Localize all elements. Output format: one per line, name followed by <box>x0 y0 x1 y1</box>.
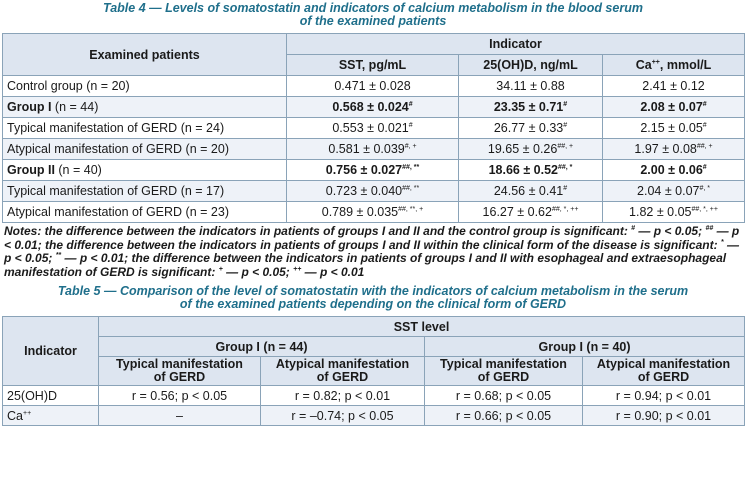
table-cell <box>603 97 745 118</box>
row-label <box>3 202 287 223</box>
cell-significance: ##, ** <box>402 184 420 192</box>
row-n: (n = 24) <box>177 121 225 135</box>
sub-l1: Atypical manifestation <box>275 357 410 371</box>
group-label: Group I <box>215 339 260 354</box>
cell-value: 2.15 ± 0.05 <box>640 121 703 135</box>
table-cell <box>287 139 459 160</box>
sub-l1: Typical manifestation <box>116 357 243 371</box>
note-sup: # <box>631 225 636 232</box>
table4-caption <box>0 0 746 28</box>
note-sup: ## <box>705 225 714 232</box>
note-sup: ** <box>55 252 62 259</box>
table-row <box>3 160 745 181</box>
table-row <box>3 139 745 160</box>
table5-body <box>3 386 745 426</box>
table5-caption <box>0 285 746 311</box>
row-label-text: Group II <box>7 163 55 177</box>
note-part: Notes: the difference between the indicators in patients of groups I and II and the control group is significant: <box>4 224 632 238</box>
note-part: — p < 0.01; the difference between the indicators in patients of groups I and II with esophageal and extraesophageal manifestation of GERD is significant: <box>4 251 727 279</box>
table-row <box>3 386 745 406</box>
table4-header-indicator: Indicator <box>287 34 745 55</box>
ca-sup: ++ <box>651 58 660 66</box>
cell-value: 24.56 ± 0.41 <box>493 184 564 198</box>
row-label-text: Typical manifestation of GERD <box>7 121 178 135</box>
cell-value: 16.27 ± 0.62 <box>482 205 552 219</box>
table-cell <box>459 181 603 202</box>
sub-l2: of GERD <box>316 370 369 384</box>
cell-significance: #, + <box>404 142 417 150</box>
ca-label: Ca <box>635 58 652 72</box>
cell-value: 2.04 ± 0.07 <box>637 184 700 198</box>
cell-significance: ##, ** <box>402 163 420 171</box>
table5-group1: Group I (n = 44) <box>99 337 425 357</box>
table5 <box>2 316 745 426</box>
row-label <box>3 406 99 426</box>
note-part: — p < 0.05; <box>635 224 706 238</box>
cell-value: 0.568 ± 0.024 <box>332 100 409 114</box>
table-row <box>3 181 745 202</box>
note-sup: + <box>218 265 223 273</box>
cell-value: 26.77 ± 0.33 <box>493 121 564 135</box>
cell-value: 0.553 ± 0.021 <box>332 121 409 135</box>
table-row <box>3 202 745 223</box>
cell-significance: ##, * <box>558 163 573 171</box>
cell-significance: ##, + <box>696 142 713 150</box>
table-cell: r = 0.68; p < 0.05 <box>425 386 583 406</box>
table-cell <box>459 76 603 97</box>
table5-sub-typical <box>99 357 261 386</box>
cell-significance: # <box>702 121 707 129</box>
cell-value: 0.756 ± 0.027 <box>325 163 403 177</box>
cell-significance: ##, + <box>557 142 574 150</box>
table-row <box>3 97 745 118</box>
cell-value: 1.82 ± 0.05 <box>629 205 692 219</box>
row-label-text: Typical manifestation of GERD <box>7 184 178 198</box>
table-cell <box>459 139 603 160</box>
table-cell <box>287 181 459 202</box>
row-label-text: Group I <box>7 100 52 114</box>
row-label-text: Atypical manifestation of GERD <box>7 142 183 156</box>
table-cell <box>287 202 459 223</box>
cell-significance: # <box>702 163 707 171</box>
table-cell <box>459 202 603 223</box>
table-cell: r = –0.74; p < 0.05 <box>261 406 425 426</box>
note-part: — p < 0.05; <box>4 237 739 265</box>
cell-value: 34.11 ± 0.88 <box>496 79 565 93</box>
row-label-text: 25(OH)D <box>7 388 58 403</box>
table-cell <box>459 97 603 118</box>
table-row <box>3 406 745 426</box>
table-cell: r = 0.66; p < 0.05 <box>425 406 583 426</box>
row-n: (n = 20) <box>182 142 229 156</box>
row-label <box>3 386 99 406</box>
table-row <box>3 76 745 97</box>
table5-sub-typical <box>425 357 583 386</box>
cell-significance: ##, **, + <box>398 205 424 213</box>
table5-header-sst: SST level <box>99 317 745 337</box>
table4-col-sst: SST, pg/mL <box>287 55 459 76</box>
row-label <box>3 118 287 139</box>
row-label <box>3 160 287 181</box>
table-cell <box>603 139 745 160</box>
cell-value: 19.65 ± 0.26 <box>487 142 558 156</box>
table-cell: r = 0.56; p < 0.05 <box>99 386 261 406</box>
ca-unit: , mmol/L <box>659 58 712 72</box>
table-cell: – <box>99 406 261 426</box>
cell-significance: # <box>563 184 568 192</box>
cell-significance: ##, *, ++ <box>551 205 579 213</box>
note-part: — p < 0.01 <box>301 264 365 279</box>
sub-l2: of GERD <box>477 370 530 384</box>
row-n: (n = 40) <box>54 163 102 177</box>
row-label-sup: ++ <box>22 409 32 417</box>
cell-value: 0.789 ± 0.035 <box>321 205 399 219</box>
table-cell <box>603 181 745 202</box>
cell-value: 18.66 ± 0.52 <box>488 163 558 177</box>
table-cell <box>287 160 459 181</box>
group-n: n = 40 <box>590 339 627 354</box>
cell-value: 0.581 ± 0.039 <box>328 142 405 156</box>
table4-header-patients: Examined patients <box>3 34 287 76</box>
table5-sub-atypical <box>261 357 425 386</box>
cell-value: 2.08 ± 0.07 <box>640 100 703 114</box>
row-label-text: Control group <box>7 79 83 93</box>
table-cell <box>603 202 745 223</box>
row-label-text: Ca <box>7 408 23 423</box>
table4-col-ca <box>603 55 745 76</box>
cell-value: 0.471 ± 0.028 <box>334 79 411 93</box>
table-cell: r = 0.82; p < 0.01 <box>261 386 425 406</box>
row-n: (n = 20) <box>82 79 130 93</box>
table-cell <box>287 76 459 97</box>
table4-notes <box>4 225 742 279</box>
table5-header-indicator: Indicator <box>3 317 99 386</box>
cell-significance: ##, *, ++ <box>691 205 718 213</box>
cell-significance: # <box>563 100 568 108</box>
table4-body <box>3 76 745 223</box>
cell-value: 0.723 ± 0.040 <box>325 184 403 198</box>
row-label <box>3 181 287 202</box>
group-n: n = 44 <box>267 339 304 354</box>
table-cell <box>459 118 603 139</box>
cell-value: 23.35 ± 0.71 <box>493 100 564 114</box>
cell-value: 2.00 ± 0.06 <box>640 163 703 177</box>
sub-l1: Atypical manifestation <box>596 357 731 371</box>
row-label <box>3 76 287 97</box>
row-label <box>3 139 287 160</box>
table4-caption-line1: Table 4 — Levels of somatostatin and indicators of calcium metabolism in the blood serum <box>103 1 643 15</box>
note-part: — p < 0.05; <box>222 264 294 279</box>
row-n: (n = 23) <box>182 205 229 219</box>
cell-significance: # <box>408 100 413 108</box>
table5-sub-atypical <box>583 357 745 386</box>
note-part: — p < 0.01; the difference between the indicators in patients of groups I and II within the clinical form of the disease is significant: <box>4 224 740 252</box>
row-label <box>3 97 287 118</box>
sub-l2: of GERD <box>637 370 690 384</box>
group-label: Group I <box>538 339 583 354</box>
cell-significance: # <box>702 100 707 108</box>
cell-significance: # <box>408 121 413 129</box>
table-cell <box>287 118 459 139</box>
table5-caption-line2: of the examined patients depending on the clinical form of GERD <box>179 297 567 311</box>
row-label-text: Atypical manifestation of GERD <box>7 205 183 219</box>
table4-col-vitd: 25(OH)D, ng/mL <box>459 55 603 76</box>
cell-value: 2.41 ± 0.12 <box>642 79 705 93</box>
row-n: (n = 17) <box>177 184 225 198</box>
table-cell <box>287 97 459 118</box>
sub-l1: Typical manifestation <box>440 357 567 371</box>
row-n: (n = 44) <box>51 100 99 114</box>
sub-l2: of GERD <box>153 370 206 384</box>
table-cell <box>603 160 745 181</box>
table4 <box>2 33 745 223</box>
table5-caption-line1: Table 5 — Comparison of the level of somatostatin with the indicators of calcium metabolism in the serum <box>57 284 689 298</box>
cell-significance: #, * <box>699 184 710 192</box>
note-sup: * <box>720 238 724 246</box>
cell-significance: # <box>563 121 568 129</box>
table-cell <box>603 76 745 97</box>
table5-group2: Group I (n = 40) <box>425 337 745 357</box>
table4-caption-line2: of the examined patients <box>299 14 447 28</box>
table-cell <box>603 118 745 139</box>
table-cell: r = 0.94; p < 0.01 <box>583 386 745 406</box>
cell-value: 1.97 ± 0.08 <box>634 142 697 156</box>
note-sup: ++ <box>293 265 302 273</box>
table-row <box>3 118 745 139</box>
table-cell: r = 0.90; p < 0.01 <box>583 406 745 426</box>
table-cell <box>459 160 603 181</box>
